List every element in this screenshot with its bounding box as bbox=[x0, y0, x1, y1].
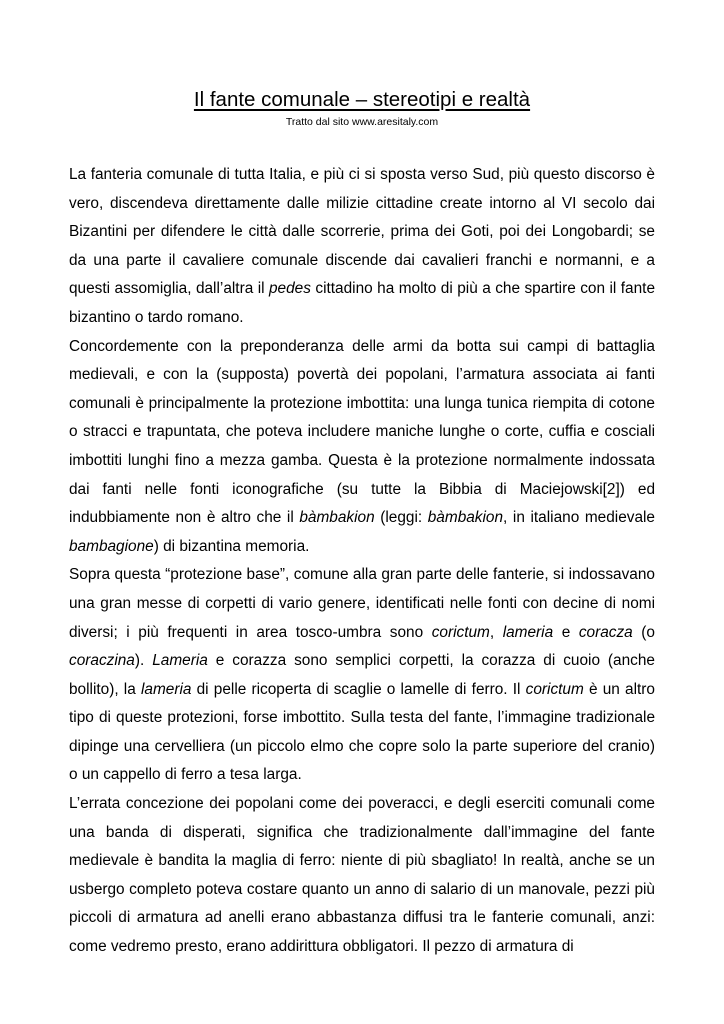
text-run: La fanteria comunale di tutta Italia, e più ci si sposta verso Sud, più questo discorso è vero, discendeva direttamente dalle milizie cittadine create intorno al VI secolo dai Bizantini per difendere le città dalle scorrerie, prima dei Goti, poi dei Longobardi; se da una parte il cavaliere comunale discende dai cavalieri franchi e normanni, e a questi assomiglia, dall’altra il bbox=[69, 166, 655, 298]
italic-term: bambagione bbox=[69, 537, 154, 555]
body-paragraph bbox=[69, 561, 655, 790]
text-run: e corazza sono semplici corpetti, la corazza di cuoio (anche bollito), la bbox=[69, 652, 655, 698]
text-run: , bbox=[489, 623, 503, 641]
body-paragraph bbox=[69, 333, 655, 562]
text-run: Concordemente con la preponderanza delle armi da botta sui campi di battaglia medievali, e con la (supposta) povertà dei popolani, l’armatura associata ai fanti comunali è principalmente la protezione imbottita: una lunga tunica riempita di cotone o stracci e trapuntata, che poteva includere maniche lunghe o corte, cuffia e cosciali imbottiti lunghi fino a mezza gamba. Questa è la protezione normalmente indossata dai fanti nelle fonti iconografiche (su tutte la Bibbia di Maciejowski[2]) ed indubbiamente non è altro che il bbox=[69, 337, 655, 527]
italic-term: lameria bbox=[140, 680, 192, 698]
italic-term: coracza bbox=[578, 623, 633, 641]
italic-term: corictum bbox=[525, 680, 584, 698]
text-run: Sopra questa “protezione base”, comune alla gran parte delle fanterie, si indossavano una gran messe di corpetti di vario genere, identificati nelle fonti con decine di nomi diversi; i più frequenti in area tosco-umbra sono bbox=[69, 566, 655, 641]
document-title bbox=[0, 88, 724, 112]
text-run: , in italiano medievale bbox=[503, 509, 655, 527]
italic-term: Lameria bbox=[152, 652, 208, 670]
italic-term: bàmbakion bbox=[427, 509, 504, 527]
text-run: ). bbox=[134, 652, 153, 670]
italic-term: lameria bbox=[502, 623, 554, 641]
document-body bbox=[69, 161, 655, 962]
italic-term: coraczina bbox=[69, 652, 135, 670]
italic-term: bàmbakion bbox=[299, 509, 375, 527]
text-run: cittadino ha molto di più a che spartire con il fante bizantino o tardo romano. bbox=[69, 280, 656, 326]
text-run: L’errata concezione dei popolani come dei poveracci, e degli eserciti comunali come una banda di disperati, significa che tradizionalmente dall’immagine del fante medievale è bandita la maglia di ferro: niente di più sbagliato! In realtà, anche se un usbergo completo poteva costare quanto un anno di salario di un manovale, pezzi più piccoli di armatura ad anelli erano abbastanza diffusi tra le fanterie comunali, anzi: come vedremo presto, erano addirittura obbligatori. Il pezzo di armatura di bbox=[69, 795, 655, 956]
text-run: (leggi: bbox=[374, 509, 428, 527]
body-paragraph bbox=[69, 161, 655, 333]
text-run: (o bbox=[632, 623, 655, 641]
body-paragraph bbox=[69, 790, 655, 962]
document-subtitle: Tratto dal sito www.aresitaly.com bbox=[285, 116, 439, 128]
text-run: è un altro tipo di queste protezioni, forse imbottito. Sulla testa del fante, l’immagine tradizionale dipinge una cervelliera (un piccolo elmo che copre solo la parte superiore del cranio) o un cappello di ferro a tesa larga. bbox=[69, 680, 655, 784]
italic-term: pedes bbox=[269, 280, 311, 298]
text-run: e bbox=[553, 623, 579, 641]
text-run: ) di bizantina memoria. bbox=[153, 537, 310, 555]
text-run: di pelle ricoperta di scaglie o lamelle di ferro. Il bbox=[191, 680, 526, 698]
title-text: Il fante comunale – stereotipi e realtà bbox=[193, 88, 531, 111]
italic-term: corictum bbox=[431, 623, 490, 641]
